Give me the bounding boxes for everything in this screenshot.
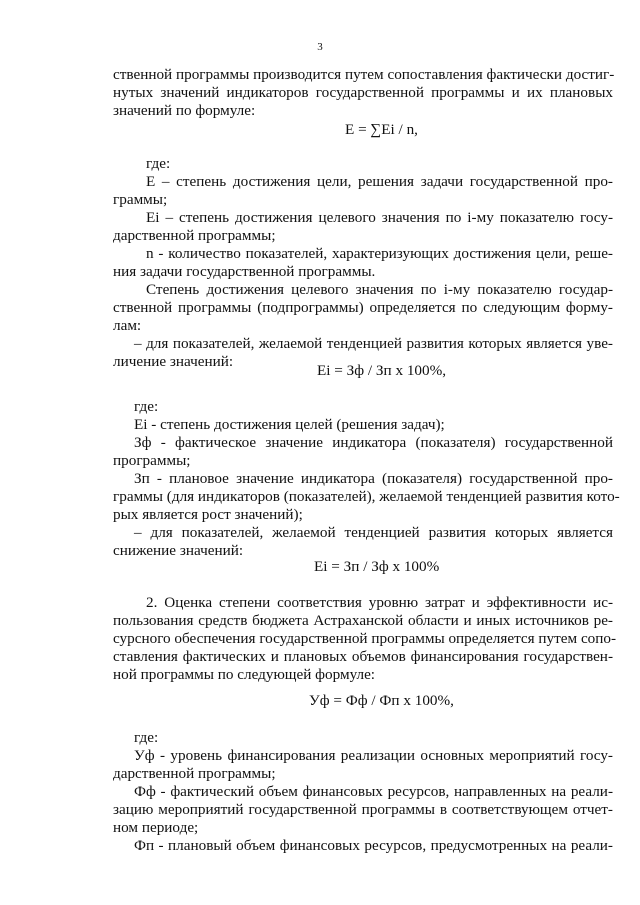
text-line: Зф - фактическое значение индикатора (показателя) государственной xyxy=(134,434,613,451)
formula-ei-increase: Еi = Зф / Зп х 100%, xyxy=(317,362,447,379)
text-line: граммы (для индикаторов (показателей), желаемой тенденцией развития кото- xyxy=(113,488,620,505)
formula-uf: Уф = Фф / Фп х 100%, xyxy=(309,692,454,709)
text-line: дарственной программы; xyxy=(113,227,276,244)
text-line: Еi - степень достижения целей (решения задач); xyxy=(134,416,445,433)
text-line: снижение значений: xyxy=(113,542,244,559)
text-line: Уф - уровень финансирования реализации основных мероприятий госу- xyxy=(134,747,613,764)
text-line: ственной программы производится путем сопоставления фактически достиг- xyxy=(113,66,615,83)
text-line: программы; xyxy=(113,452,191,469)
text-line: – для показателей, желаемой тенденцией развития которых является xyxy=(134,524,613,541)
text-line: ния задачи государственной программы. xyxy=(113,263,376,280)
text-line: Е – степень достижения цели, решения задачи государственной про- xyxy=(146,173,613,190)
text-line: – для показателей, желаемой тенденцией развития которых является уве- xyxy=(134,335,613,352)
formula-ei-decrease: Еi = Зп / Зф х 100% xyxy=(314,558,440,575)
text-line: где: xyxy=(146,155,171,172)
text-line: Фф - фактический объем финансовых ресурсов, направленных на реали- xyxy=(134,783,613,800)
text-line: ном периоде; xyxy=(113,819,199,836)
text-line: граммы; xyxy=(113,191,168,208)
text-line: ставления фактических и плановых объемов финансирования государствен- xyxy=(113,648,613,665)
page-number: 3 xyxy=(317,41,323,53)
text-line: где: xyxy=(134,398,159,415)
text-line: Степень достижения целевого значения по i-му показателю государ- xyxy=(146,281,613,298)
text-line: нутых значений индикаторов государственной программы и их плановых xyxy=(113,84,613,101)
text-line: пользования средств бюджета Астраханской области и иных источников ре- xyxy=(113,612,613,629)
text-line: значений по формуле: xyxy=(113,102,256,119)
text-line: ной программы по следующей формуле: xyxy=(113,666,376,683)
text-line: личение значений: xyxy=(113,353,234,370)
text-line: зацию мероприятий государственной программы в соответствующем отчет- xyxy=(113,801,613,818)
text-line: дарственной программы; xyxy=(113,765,276,782)
text-line: ственной программы (подпрограммы) определяется по следующим форму- xyxy=(113,299,613,316)
text-line: рых является рост значений); xyxy=(113,506,303,523)
text-line: Фп - плановый объем финансовых ресурсов, предусмотренных на реали- xyxy=(134,837,613,854)
text-line: Зп - плановое значение индикатора (показателя) государственной про- xyxy=(134,470,613,487)
text-line: n - количество показателей, характеризующих достижения цели, реше- xyxy=(146,245,613,262)
text-line: Еi – степень достижения целевого значения по i-му показателю госу- xyxy=(146,209,613,226)
text-line: где: xyxy=(134,729,159,746)
formula-e: Е = ∑Еi / n, xyxy=(345,121,418,138)
text-line: лам: xyxy=(113,317,142,334)
text-line: 2. Оценка степени соответствия уровню затрат и эффективности ис- xyxy=(146,594,613,611)
text-line: сурсного обеспечения государственной программы определяется путем сопо- xyxy=(113,630,617,647)
